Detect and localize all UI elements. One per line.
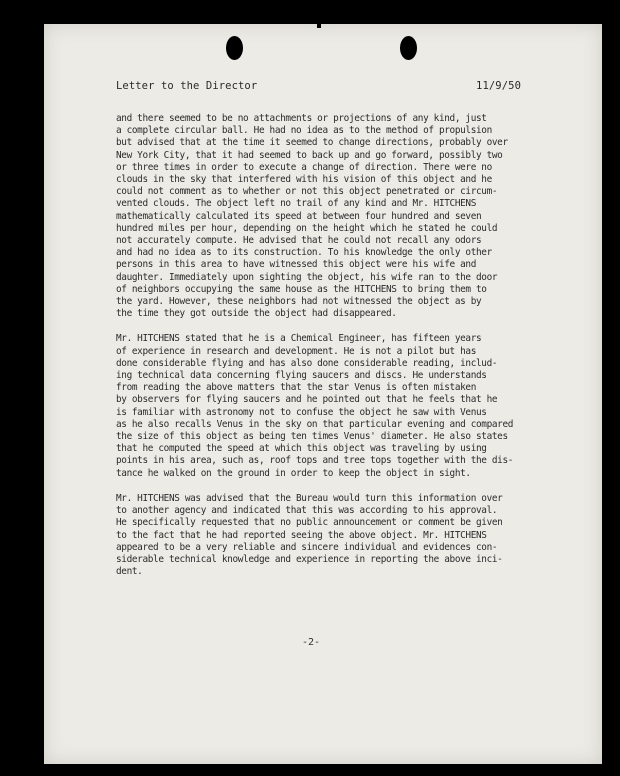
header-title: Letter to the Director — [116, 80, 258, 92]
staple-mark — [317, 18, 321, 28]
page-number: -2- — [302, 637, 321, 648]
letter-body — [116, 113, 526, 591]
page-header — [116, 80, 521, 92]
paragraph-3: Mr. HITCHENS was advised that the Bureau would turn this information over to another agency and indicated that this was according to his approval. He specifically requested that no public announcement or comment be given to the fact that he had reported seeing the above object. Mr. HITCHENS appeared to be a very reliable and sincere individual and evidences con- siderable technical knowledge and experience in reporting the above inci- dent. — [116, 492, 503, 578]
paragraph-1: and there seemed to be no attachments or projections of any kind, just a complete circular ball. He had no idea as to the method of propulsion but advised that at the time it seemed to change directions, probably over New York City, that it had seemed to back up and go forward, possibly two or three times in order to execute a change of direction. There were no clouds in the sky that interfered with his vision of this object and he could not comment as to whether or not this object penetrated or circum- vented clouds. The object left no trail of any kind and Mr. HITCHENS mathematically calculated its speed at between four hundred and seven hundred miles per hour, depending on the height which he stated he could not accurately compute. He advised that he could not recall any odors and had no idea as to its construction. To his knowledge the only other persons in this area to have witnessed this object were his wife and daughter. Immediately upon sighting the object, his wife ran to the door of neighbors occupying the same house as the HITCHENS to bring them to the yard. However, these neighbors had not witnessed the object as by the time they got outside the object had disappeared. — [116, 113, 508, 320]
header-date: 11/9/50 — [476, 80, 521, 92]
punch-hole-right — [400, 36, 417, 60]
punch-hole-left — [226, 36, 243, 60]
paragraph-2: Mr. HITCHENS stated that he is a Chemical Engineer, has fifteen years of experience in research and development. He is not a pilot but has done considerable flying and has also done considerable reading, includ- ing technical data concerning flying saucers and discs. He understands from reading the above matters that the star Venus is often mistaken by observers for flying saucers and he pointed out that he feels that he is familiar with astronomy not to confuse the object he saw with Venus as he also recalls Venus in the sky on that particular evening and compared the size of this object as being ten times Venus' diameter. He also states that he computed the speed at which this object was traveling by using points in his area, such as, roof tops and tree tops together with the dis- tance he walked on the ground in order to keep the object in sight. — [116, 333, 514, 479]
